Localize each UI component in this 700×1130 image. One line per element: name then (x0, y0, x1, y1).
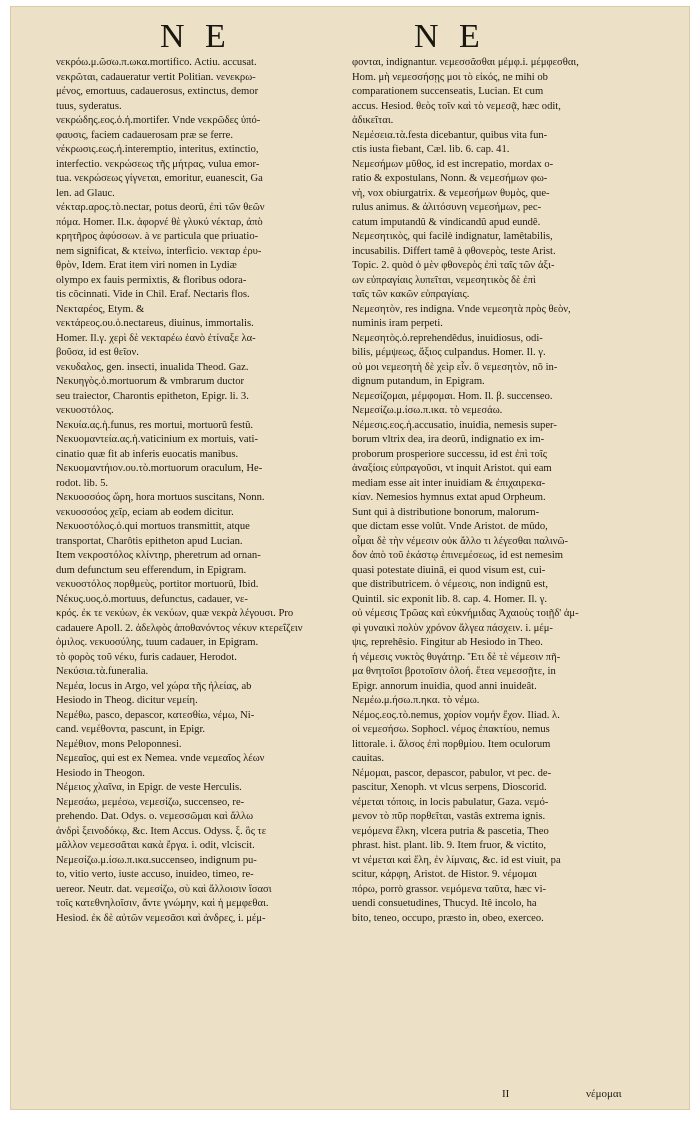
text-line: μενον τὸ πῦρ πορθεῖται, vastâs extrema ignis. (352, 811, 546, 822)
text-line: Νεμεσάω, μεμέσω, νεμεσίζω, succenseo, re- (56, 796, 245, 808)
text-line: vt νέμεται καὶ ἕλη, ἐν λίμναις, &c. id est viuit, pa (352, 854, 561, 866)
text-line: μα θνητοῖσι βροτοῖσιν ὀλοή. ἔτεα νεμεσσῇτε, in (352, 666, 556, 677)
text-line: βοῦσα, id est θεῖον. (56, 347, 139, 358)
text-line: Νεμέθω, pasco, depascor, κατεσθίω, νέμω, Ni- (56, 709, 255, 721)
text-line: olympo ex fauis permixtis, & floribus odora- (56, 274, 247, 286)
text-line: Νέμος.εος.τὸ.nemus, χορίον νομήν ἔχον. Iliad. λ. (352, 709, 560, 721)
text-line: interfectio. νεκρώσεως τῆς μήτρας, vulua emor- (56, 158, 260, 170)
text-line: νεκρῶται, cadaueratur vertit Politian. νενεκρω- (56, 71, 256, 83)
text-line: Νεμεαῖος, qui est ex Nemea. vnde νεμεαῖος λέων (56, 753, 265, 764)
text-line: νεκυδαλος, gen. insecti, inualida Theod. Gaz. (56, 361, 249, 373)
text-line: dum defunctum seu efferendum, in Epigram. (56, 564, 247, 576)
text-line: catum imputandû & vindicandû apud eundê. (352, 216, 541, 228)
text-line: accus. Hesiod. θεὸς τοῖν καὶ τὸ νεμεσᾷ, hæc odit, (352, 100, 561, 112)
text-line: Νεμεσήμων μῦθος, id est increpatio, mordax o- (352, 158, 554, 170)
text-line: οἱ νεμεσήσω. Sophocl. νέμος ἐπακτίου, nemus (352, 724, 550, 735)
text-line: Νεκυηγὸς.ὁ.mortuorum & vmbrarum ductor (56, 376, 245, 387)
text-line: tis cõcinnati. Vide in Chil. Eraf. Nectaris flos. (56, 289, 250, 300)
text-line: κρητῆρος ἀφύσσων. à νε particula que priuatio- (56, 231, 259, 242)
text-line: phrast. hist. plant. lib. 9. Item fruor, & victito, (352, 840, 547, 851)
text-line: Νεκυία.ας.ἡ.funus, res mortui, mortuorû festû. (56, 419, 254, 431)
text-line: δον ἀπὸ τοῦ ἑκάστῳ ἐπινεμέσεως, id est nemesim (352, 550, 564, 561)
text-line: φὶ γυναικὶ πολὺν χρόνον ἄλγεα πάσχειν. i. μέμ- (352, 622, 553, 634)
text-line: Νεμεσητικὸς, qui facilè indignatur, lamêtabilis, (352, 231, 553, 242)
text-line: πόμα. Homer. Il.κ. ἀφορνέ θὲ γλυκύ νέκταρ, ἀπὸ (56, 216, 263, 228)
text-line: Νεκυοσσόος ὥρη, hora mortuos suscitans, Nonn. (56, 492, 265, 503)
text-line: ταῖς τῶν κακῶν εὐπραγίαις. (352, 289, 470, 300)
text-line: ἀνδρὶ ξεινοδόκῳ, &c. Item Accus. Odyss. ξ. ὃς τε (56, 825, 267, 837)
text-line: que dictam esse volût. Vnde Aristot. de mûdo, (352, 521, 548, 532)
text-line: tua. νεκρώσεως γίγνεται, emoritur, euanescit, Ga (56, 173, 263, 184)
text-line: κίαν. Nemesios hymnus extat apud Orpheum. (352, 492, 546, 503)
text-line: rodot. lib. 5. (56, 477, 109, 489)
text-line: Νεμέσεια.τὰ.festa dicebantur, quibus vita fun- (352, 129, 548, 141)
text-line: ψις, reprehêsio. Fingitur ab Hesiodo in Theo. (352, 637, 543, 648)
text-line: borum vltrix dea, ira deorû, indignatio ex im- (352, 434, 545, 445)
text-line: prehendo. Dat. Odys. ο. νεμεσσῶμαι καὶ ἄλλω (56, 811, 254, 822)
text-line: Item νεκροστόλος κλίντηρ, pheretrum ad ornan- (56, 550, 261, 561)
text-line: Epigr. annorum inuidia, quod anni inuideât. (352, 680, 537, 692)
text-line: μένος, emortuus, cadauerosus, extinctus, demor (56, 86, 259, 97)
text-line: μᾶλλον νεμεσσᾶται κακὰ ἔργα. i. odit, vlciscit. (56, 840, 255, 851)
text-line: πόρω, porrò grassor. νεμόμενα ταῦτα, hæc vi- (352, 883, 547, 895)
text-line: Νεμέθιον, mons Peloponnesi. (56, 738, 182, 750)
text-line: littorale. i. ἄλσος ἐπὶ πορθμίου. Item oculorum (352, 738, 551, 750)
text-line: scitur, κάρφη, Aristot. de Histor. 9. νέμομαι (352, 869, 537, 880)
text-line: Sunt qui à distributione bonorum, malorum- (352, 506, 540, 518)
text-line: uendi consuetudines, Thucyd. Itê incolo, ha (352, 898, 537, 909)
text-line: φονται, indignantur. νεμεσσᾶσθαι μέμφ.i. μέμφεσθαι, (352, 57, 579, 68)
text-line: Νεκυομαντήιον.ου.τὸ.mortuorum oraculum, He- (56, 463, 263, 474)
text-line: Hesiod. ἐκ δὲ αὐτῶν νεμεσᾶσι καὶ ἀνδρες, i. μέμ- (56, 912, 266, 924)
text-line: Νέκυς.υος.ὁ.mortuus, defunctus, cadauer, νε- (56, 593, 248, 605)
text-line: Νεμεσίζω.μ.ίσω.π.ικα.succenseo, indignum pu- (56, 854, 257, 866)
text-line: νεκυοστόλος. (56, 405, 114, 416)
text-line: ἀναξίοις εὐπραγοῦσι, vt inquit Aristot. qui eam (352, 463, 552, 474)
text-line: tuus, syderatus. (56, 100, 122, 112)
text-line: pascitur, Xenoph. vt vlcus serpens, Dioscorid. (352, 782, 547, 793)
text-line: ctis iusta fiebant, Cæl. lib. 6. cap. 41. (352, 144, 510, 155)
text-line: Quintil. sic exponit lib. 8. cap. 4. Homer. Il. γ. (352, 593, 548, 605)
catchword: νέμομαι (586, 1088, 622, 1100)
text-line: νέκρωσις.εως.ἡ.interemptio, interitus, extinctio, (56, 144, 259, 155)
text-line: ων εὐπραγίαις λυπεῖται, νεμεσητικὸς δὲ ἐπὶ (352, 274, 536, 286)
text-line: cauitas. (352, 753, 385, 764)
text-line: transportat, Charôtis epitheton apud Lucian. (56, 535, 243, 547)
text-line: νέκταρ.αρος.τὸ.nectar, potus deorû, ἐπὶ τῶν θεῶν (56, 202, 265, 213)
text-line: Νεμεσίζομαι, μέμφομαι. Hom. Il. β. succenseo. (352, 390, 553, 402)
text-line: incusabilis. Differt tamê à φθονερὸς, teste Arist. (352, 245, 556, 257)
text-line: len. ad Glauc. (56, 187, 115, 199)
text-line: nem significat, & κτείνω, interficio. νεκταρ ἐρυ- (56, 245, 262, 257)
text-line: οὐ νέμεσις Τρῶας καὶ εὐκνήμιδας Ἀχαιοὺς τοιῇδ' ἀμ- (352, 608, 579, 619)
text-line: θρὸν, Idem. Erat item viri nomen in Lydiæ (56, 260, 237, 271)
text-line: bilis, μέμψεως, ἄξιος culpandus. Homer. Il. γ. (352, 347, 546, 358)
text-line: Νεκύσια.τὰ.funeralia. (56, 666, 149, 677)
text-line: Νεμεσίζω.μ.ίσω.π.ικα. τὸ νεμεσάω. (352, 405, 503, 416)
text-line: νεκυοστόλος πορθμεὺς, portitor mortuorû, Ibid. (56, 579, 259, 590)
text-line: Hom. μὴ νεμεσσήσῃς μοι τὸ εἰκός, ne mihi ob (352, 71, 548, 83)
text-line: Νέμομαι, pascor, depascor, pabulor, vt pec. de- (352, 767, 552, 779)
text-line: νεκτάρεος.ου.ὁ.nectareus, diuinus, immortalis. (56, 318, 254, 329)
text-line: comparationem succenseatis, Lucian. Et cum (352, 86, 544, 97)
text-line: φαυσις, faciem cadauerosam præ se ferre. (56, 129, 234, 141)
text-line: νὴ, vox obiurgatrix. & νεμεσήμων θυμὸς, que- (352, 187, 550, 199)
text-line: Hesiodo in Theog. dicitur νεμείη. (56, 695, 198, 706)
text-line: ratio & expostulans, Nonn. & νεμεσήμων φω- (352, 173, 548, 184)
text-line: mediam esse ait inter inuidiam & ἐπιχαιρεκα- (352, 477, 546, 489)
text-line: bito, teneo, occupo, præsto in, obeo, exerceo. (352, 912, 544, 924)
signature-mark: II (502, 1088, 510, 1100)
text-line: οὐ μοι νεμεσητὴ δὲ χεὶρ εἶν. ὃ νεμεσητὸν, nõ in- (352, 361, 558, 373)
text-line: Νέμειος χλαῖνα, in Epigr. de veste Herculis. (56, 782, 242, 793)
text-line: νεκρόω.μ.ῶσω.π.ωκα.mortifico. Actiu. accusat. (56, 57, 257, 68)
text-line: Νεμέω.μ.ήσω.π.ηκα. τὸ νέμω. (352, 695, 480, 706)
text-line: cand. νεμέθοντα, pascunt, in Epigr. (56, 724, 206, 735)
right-column (352, 56, 620, 926)
text-line: quasi potestate diuinâ, ei quod visum est, cui- (352, 564, 546, 576)
text-line: dignum putandum, in Epigram. (352, 376, 485, 387)
text-line: proborum prosperiore successu, id est ἐπὶ τοῖς (352, 448, 547, 460)
text-line: νεκυοσσόος χεῖρ, eciam ab eodem dicitur. (56, 506, 234, 518)
text-line: Νεκταρέος, Etym. & (56, 303, 145, 315)
text-line: Νεκυομαντεία.ας.ἡ.vaticinium ex mortuis, vati- (56, 434, 259, 445)
text-line: to, vitio verto, iuste accuso, inuideo, timeo, re- (56, 869, 254, 880)
text-line: rulus animus. & ἀλιτόσυνη νεμεσήμων, pec- (352, 202, 542, 213)
text-line: cadauere Apoll. 2. ἀδελφὸς ἀποθανόντος νέκυν κτερεΐζειν (56, 622, 303, 634)
text-line: τὸ φορὸς τοῦ νέκυ, furis cadauer, Herodot. (56, 651, 237, 663)
text-line: Νέμεσις.εος.ἡ.accusatio, inuidia, nemesis super- (352, 419, 557, 431)
text-line: ἀδικεῖται. (352, 115, 394, 126)
text-line: que distributricem. ὁ νέμεσις, non indignû est, (352, 579, 549, 590)
text-line: seu traiector, Charontis epitheton, Epigr. li. 3. (56, 390, 249, 402)
text-line: τοῖς κατεθνηλοῖσιν, ἄντε γνώμην, καὶ ἡ μεμφεθαι. (56, 898, 269, 909)
text-line: Homer. Il.γ. χερὶ δὲ νεκταρέω ἑανὸ ἐτίναξε λα- (56, 332, 256, 344)
text-line: νεμόμενα ἕλκη, vlcera putria & pascetia, Theo (352, 825, 549, 837)
text-line: Hesiodo in Theogon. (56, 767, 145, 779)
text-line: κρός. ἐκ τε νεκύων, ἐκ νεκύων, quæ νεκρὰ λέγουσι. Pro (56, 608, 294, 619)
text-line: Νεκυοστόλος.ὁ.qui mortuos transmittit, atque (56, 521, 250, 532)
text-line: οἶμαι δὲ τὴν νέμεσιν οὐκ ἄλλο τι λέγεσθαι παλινῶ- (352, 535, 569, 547)
running-head-left: N E (160, 18, 232, 55)
text-line: ἡ νέμεσις νυκτὸς θυγάτηρ. Ἔτι δὲ τὲ νέμεσιν πῆ- (352, 651, 561, 663)
text-line: Νεμεσητὸν, res indigna. Vnde νεμεσητὰ πρὸς θεὸν, (352, 303, 571, 315)
text-line: Νεμέα, locus in Argo, vel χώρα τῆς ἠλείας, ab (56, 680, 252, 692)
text-line: cinatio quæ fit ab inferis euocatis manibus. (56, 448, 239, 460)
text-line: νέμεται τόποις, in locis pabulatur, Gaza. νεμό- (352, 796, 549, 808)
text-line: Νεμεσητὸς.ὁ.reprehendêdus, inuidiosus, odi- (352, 332, 543, 344)
text-line: Topic. 2. quòd ὁ μὲν φθονερὸς ἐπὶ ταῖς τῶν ἀξι- (352, 260, 555, 271)
running-head-right: N E (414, 18, 486, 55)
text-line: νεκρώδης.εος.ὁ.ἡ.mortifer. Vnde νεκρῶδες ὑπό- (56, 115, 261, 126)
text-line: uereor. Neutr. dat. νεμεσίζω, σὺ καὶ ἄλλοισιν ἴσασι (56, 883, 272, 895)
text-line: numinis iram perpeti. (352, 318, 443, 329)
left-column (56, 56, 324, 926)
text-line: ὁμιλος. νεκυοσύλης, tuum cadauer, in Epigram. (56, 637, 259, 648)
